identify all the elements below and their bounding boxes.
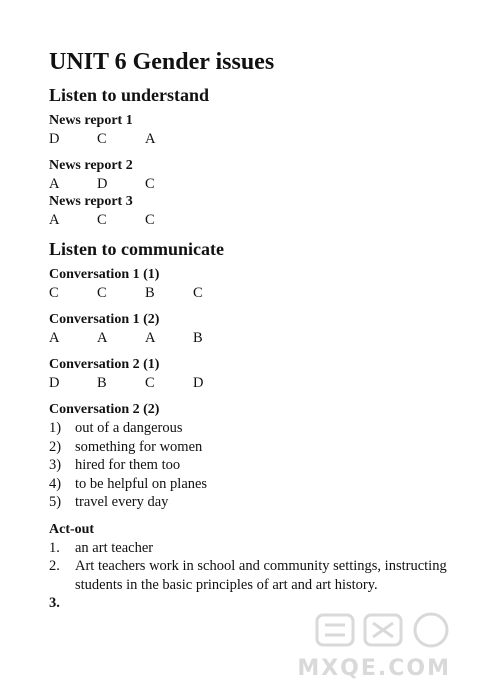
item-text: travel every day [75, 494, 169, 510]
answer: C [145, 176, 155, 192]
item-number: 2. [49, 558, 60, 574]
answer: D [49, 131, 60, 147]
answer-row [49, 374, 469, 392]
block-title: Conversation 2 (2) [49, 402, 160, 417]
answer: A [49, 330, 60, 346]
conversation-2-2 [49, 401, 469, 512]
list-item [49, 438, 469, 457]
item-text: out of a dangerous [75, 420, 183, 436]
list-item [49, 557, 469, 594]
item-text [75, 594, 469, 613]
answer: B [97, 375, 107, 391]
item-number: 2) [49, 438, 62, 455]
item-number: 5) [49, 494, 62, 510]
answer: C [145, 212, 155, 228]
conversation-2-1 [49, 356, 469, 392]
conversation-1-1 [49, 266, 469, 302]
answer-row [49, 329, 469, 347]
item-number: 3. [49, 595, 60, 611]
block-title: Act-out [49, 521, 95, 537]
answer: A [49, 212, 60, 228]
block-title: Conversation 2 (1) [49, 357, 160, 372]
answer: A [145, 330, 156, 346]
act-out [49, 521, 469, 613]
block-title: News report 1 [49, 113, 133, 128]
block-title: Conversation 1 (1) [49, 267, 160, 282]
unit-title: UNIT 6 Gender issues [49, 49, 275, 75]
item-number: 4) [49, 475, 62, 492]
answer-row [49, 211, 469, 229]
section-title-listen-to-understand: Listen to understand [49, 85, 210, 105]
answer: C [97, 285, 107, 301]
conversation-1-2 [49, 311, 469, 347]
answer-sheet [49, 48, 469, 622]
answer-row [49, 284, 469, 302]
answer: A [145, 131, 156, 147]
answer: A [97, 330, 108, 346]
list-item [49, 539, 469, 558]
item-number: 3) [49, 457, 62, 473]
item-number: 1) [49, 420, 62, 436]
answer: B [193, 330, 203, 346]
list-item [49, 594, 469, 613]
answer: D [49, 375, 60, 391]
item-text: an art teacher [75, 539, 154, 556]
item-number: 1. [49, 539, 60, 556]
answer: B [145, 285, 155, 301]
list-item [49, 456, 469, 475]
answer: D [97, 176, 108, 192]
numbered-list [49, 419, 469, 512]
block-title: News report 2 [49, 158, 133, 173]
answer-row [49, 175, 469, 193]
answer: C [97, 212, 107, 228]
item-text: hired for them too [75, 457, 181, 473]
item-text: something for women [75, 438, 203, 455]
answer: A [49, 176, 60, 192]
item-text: Art teachers work in school and community settings, instructing students in the basic principles of art and art history. [75, 558, 447, 593]
answer: C [49, 285, 59, 301]
answer: C [97, 131, 107, 147]
list-item [49, 475, 469, 494]
block-title: Conversation 1 (2) [49, 312, 160, 327]
watermark-text: MXQE.COM [297, 656, 451, 681]
answer: C [145, 375, 155, 391]
answer: C [193, 285, 203, 301]
list-item [49, 419, 469, 438]
list-item [49, 493, 469, 512]
news-report-2 [49, 157, 469, 193]
answer-row [49, 130, 469, 148]
news-report-3 [49, 193, 469, 229]
news-report-1 [49, 112, 469, 148]
watermark [297, 611, 459, 681]
block-title: News report 3 [49, 194, 133, 209]
numbered-list [49, 539, 469, 613]
section-title-listen-to-communicate: Listen to communicate [49, 239, 224, 259]
answer: D [193, 375, 204, 391]
item-text: to be helpful on planes [75, 475, 208, 492]
